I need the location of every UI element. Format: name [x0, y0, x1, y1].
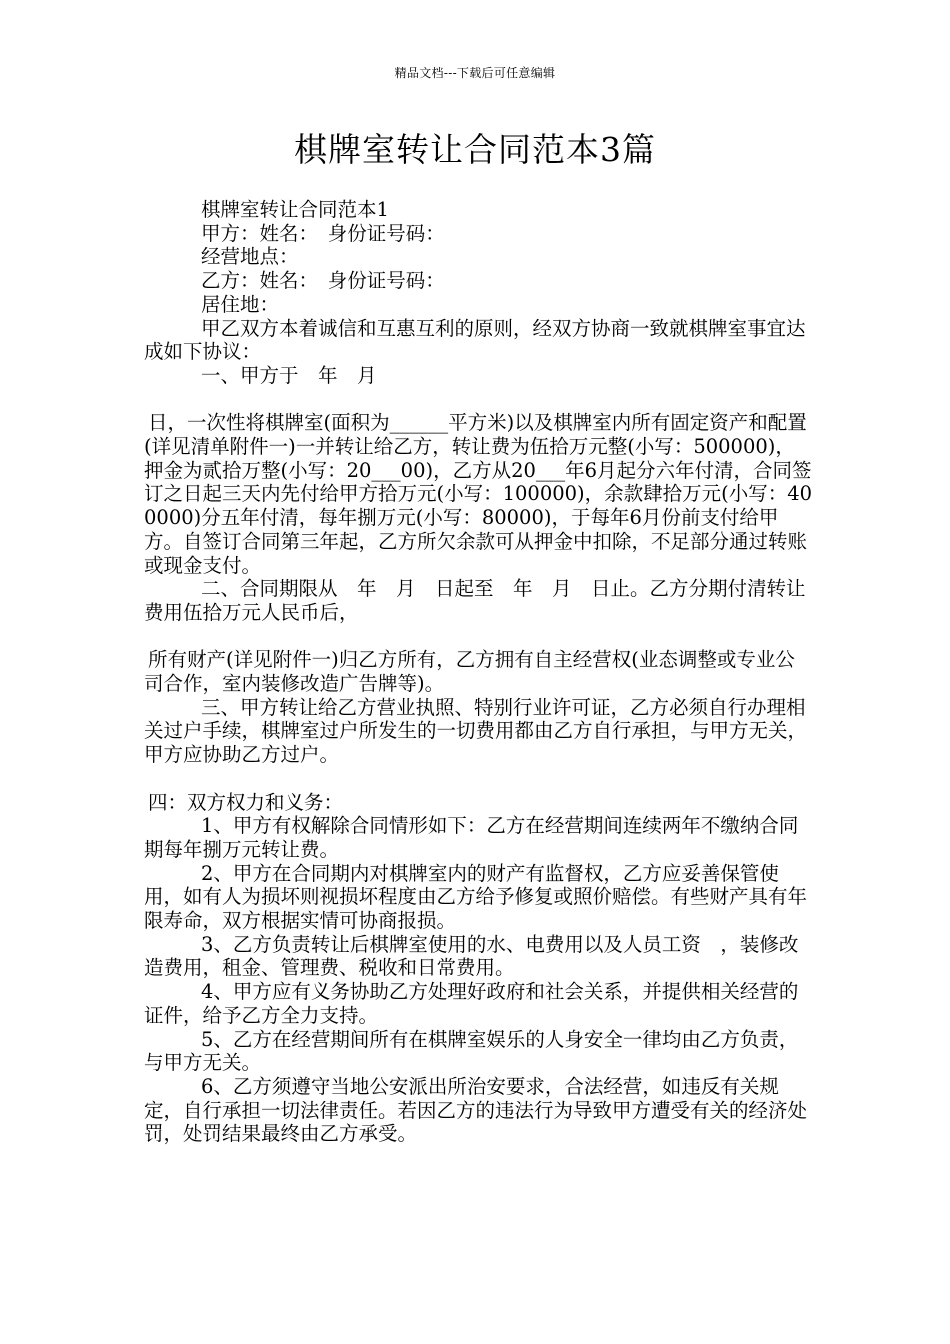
paragraph-8: 二、合同期限从 年 月 日起至 年 月 日止。乙方分期付清转让费用伍拾万元人民币后， [144, 577, 806, 624]
paragraph-7: 日，一次性将棋牌室(面积为______平方米)以及棋牌室内所有固定资产和配置(详见清单附件一)一并转让给乙方，转让费为伍拾万元整(小写：500000)，押金为贰拾万整(小写：20___00)，乙方从20___年6月起分六年付清，合同签订之日起三天内先付给甲方拾万元(小写：100000)，余款肆拾万元(小写：400000)分五年付清，每年捌万元(小写：80000)，于每年6月份前支付给甲方。自签订合同第三年起，乙方所欠余款可从押金中扣除，不足部分通过转账或现金支付。 [144, 411, 813, 577]
paragraph-14: 3、乙方负责转让后棋牌室使用的水、电费用以及人员工资 ，装修改造费用，租金、管理费、税收和日常费用。 [144, 932, 799, 980]
paragraph-9: 所有财产(详见附件一)归乙方所有，乙方拥有自主经营权(业态调整或专业公司合作，室内装修改造广告牌等)。 [144, 648, 795, 696]
paragraph-6: 一、甲方于 年 月 [201, 363, 377, 387]
document-title: 棋牌室转让合同范本3篇 [294, 130, 656, 169]
document-body [144, 198, 814, 1146]
paragraph-0: 棋牌室转让合同范本1 [201, 198, 389, 221]
page-header: 精品文档---下载后可任意编辑 [394, 66, 556, 80]
paragraph-16: 5、乙方在经营期间所有在棋牌室娱乐的人身安全一律均由乙方负责，与甲方无关。 [144, 1027, 799, 1075]
paragraph-12: 1、甲方有权解除合同情形如下：乙方在经营期间连续两年不缴纳合同期每年捌万元转让费。 [144, 814, 799, 861]
paragraph-4: 居住地： [201, 292, 280, 316]
paragraph-10: 三、甲方转让给乙方营业执照、特别行业许可证，乙方必须自行办理相关过户手续，棋牌室过户所发生的一切费用都由乙方自行承担，与甲方无关，甲方应协助乙方过户。 [144, 695, 808, 767]
paragraph-13: 2、甲方在合同期内对棋牌室内的财产有监督权，乙方应妥善保管使用，如有人为损坏则视损坏程度由乙方给予修复或照价赔偿。有些财产具有年限寿命，双方根据实情可协商报损。 [144, 861, 808, 933]
paragraph-1: 甲方：姓名： 身份证号码： [201, 221, 445, 245]
paragraph-2: 经营地点： [201, 245, 299, 269]
paragraph-11: 四：双方权力和义务： [148, 790, 344, 814]
paragraph-15: 4、甲方应有义务协助乙方处理好政府和社会关系，并提供相关经营的证件，给予乙方全力支持。 [144, 980, 799, 1027]
paragraph-3: 乙方：姓名： 身份证号码： [201, 269, 445, 293]
paragraph-5: 甲乙双方本着诚信和互惠互利的原则，经双方协商一致就棋牌室事宜达成如下协议： [144, 316, 806, 364]
paragraph-17: 6、乙方须遵守当地公安派出所治安要求，合法经营，如违反有关规定，自行承担一切法律责任。若因乙方的违法行为导致甲方遭受有关的经济处罚，处罚结果最终由乙方承受。 [144, 1074, 808, 1146]
